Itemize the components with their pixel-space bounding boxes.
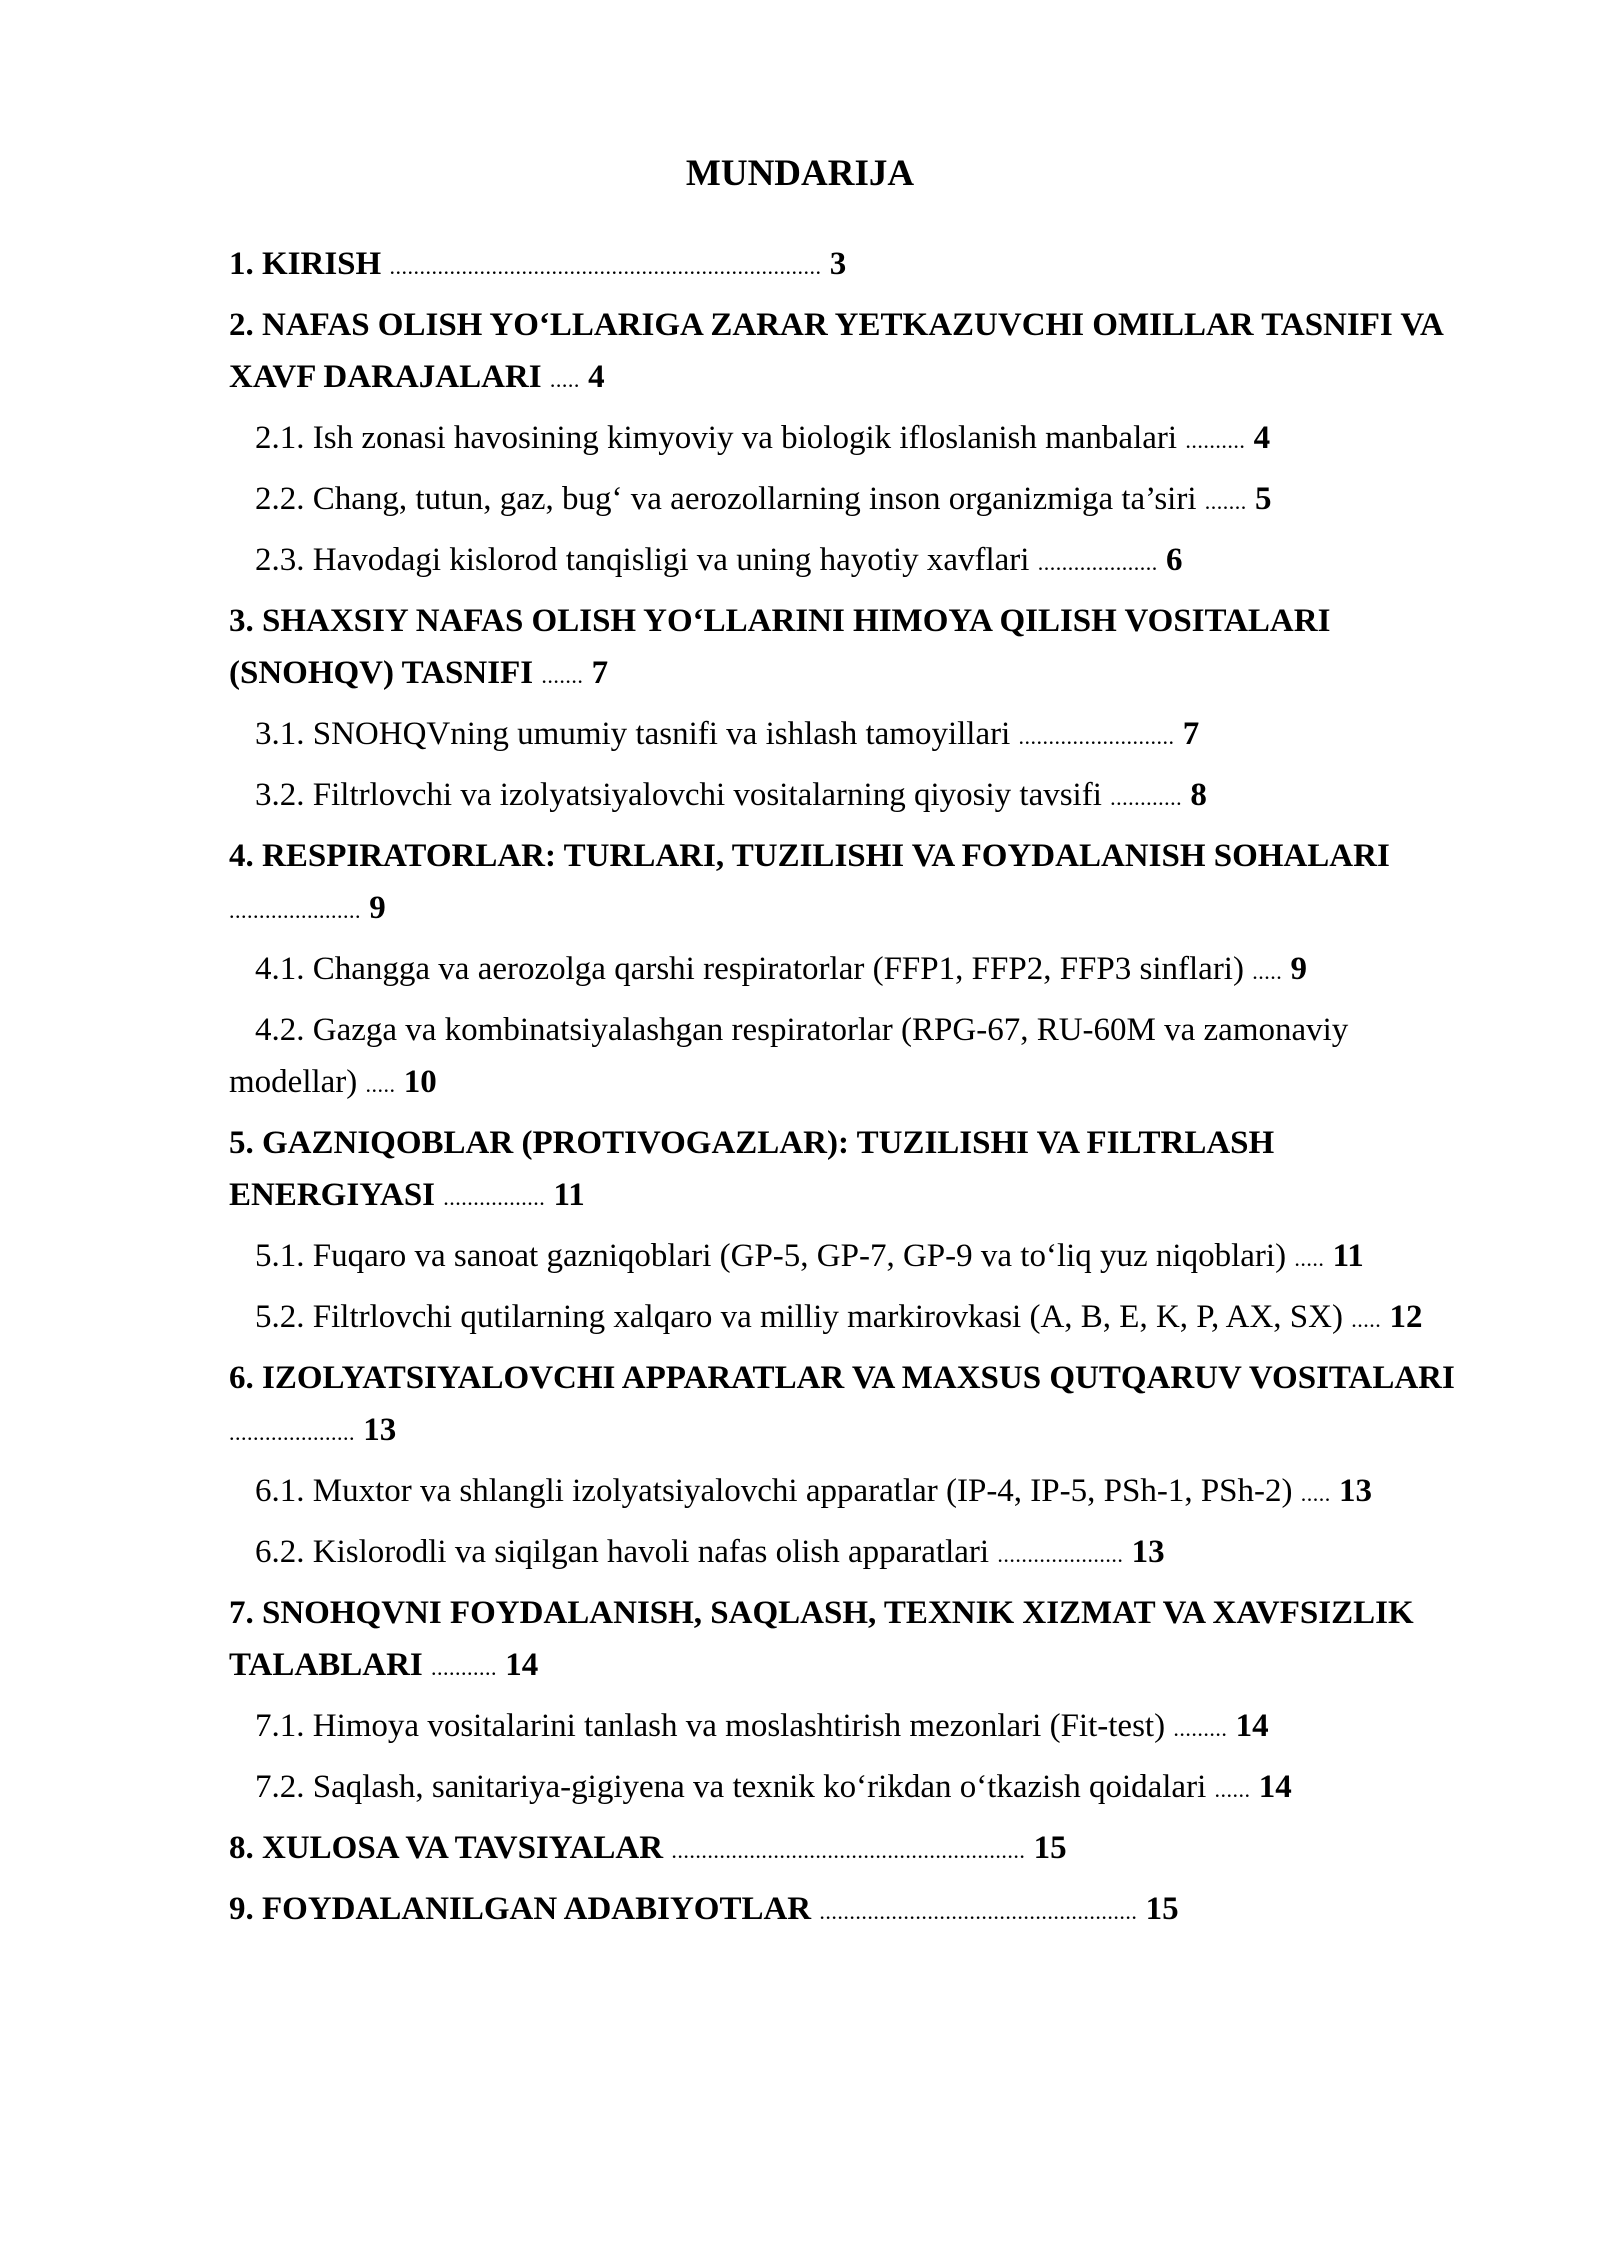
toc-entry-title: 8. XULOSA VA TAVSIYALAR <box>229 1830 664 1866</box>
toc-entry[interactable] <box>229 238 1479 293</box>
toc-entry[interactable] <box>229 1587 1479 1694</box>
toc-entry-title: 1. KIRISH <box>229 246 382 282</box>
toc-leader-dots: ..... <box>549 367 580 392</box>
toc-entry[interactable] <box>229 1526 1479 1581</box>
toc-entry[interactable] <box>229 1465 1479 1520</box>
toc-entry[interactable] <box>229 299 1479 406</box>
toc-entry-title: 4.1. Changga va aerozolga qarshi respiratorlar (FFP1, FFP2, FFP3 sinflari) <box>255 951 1244 987</box>
toc-leader-dots: ...... <box>1214 1777 1251 1802</box>
toc-page-number: 11 <box>553 1177 585 1213</box>
toc-leader-dots: ..... <box>1351 1307 1382 1332</box>
toc-entry-title: 6.2. Kislorodli va siqilgan havoli nafas olish apparatlari <box>255 1534 990 1570</box>
toc-leader-dots: ........... <box>431 1655 498 1680</box>
toc-leader-dots: ....... <box>541 663 584 688</box>
toc-page-number: 13 <box>1339 1473 1373 1509</box>
toc-page-number: 9 <box>1290 951 1307 987</box>
toc-leader-dots: ..... <box>1300 1481 1331 1506</box>
toc-entry[interactable] <box>229 412 1479 467</box>
toc-entry[interactable] <box>229 769 1479 824</box>
toc-entry[interactable] <box>229 1291 1479 1346</box>
toc-entry[interactable] <box>229 1883 1479 1938</box>
toc-page-number: 10 <box>403 1064 437 1100</box>
toc-entry[interactable] <box>229 473 1479 528</box>
toc-entry[interactable] <box>229 1117 1479 1224</box>
toc-page-number: 14 <box>1258 1769 1292 1805</box>
toc-leader-dots: ..................... <box>997 1542 1124 1567</box>
toc-entry[interactable] <box>229 1822 1479 1877</box>
toc-entry-title: 3.1. SNOHQVning umumiy tasnifi va ishlash tamoyillari <box>255 716 1011 752</box>
toc-page-number: 3 <box>829 246 847 282</box>
toc-page-number: 4 <box>1253 420 1271 456</box>
toc-leader-dots: ....... <box>1204 489 1247 514</box>
toc-page-number: 14 <box>505 1647 539 1683</box>
toc-leader-dots: .......................... <box>1018 724 1175 749</box>
toc-page-number: 15 <box>1033 1830 1067 1866</box>
toc-entry-title: 3. SHAXSIY NAFAS OLISH YO‘LLARINI HIMOYA QILISH VOSITALARI (SNOHQV) TASNIFI <box>229 603 1331 691</box>
toc-entry-title: 3.2. Filtrlovchi va izolyatsiyalovchi vositalarning qiyosiy tavsifi <box>255 777 1102 813</box>
toc-leader-dots: ................. <box>443 1185 546 1210</box>
toc-entry[interactable] <box>229 534 1479 589</box>
toc-page-number: 7 <box>591 655 609 691</box>
toc-page-number: 4 <box>588 359 605 395</box>
toc-entry-title: 5.1. Fuqaro va sanoat gazniqoblari (GP-5, GP-7, GP-9 va to‘liq yuz niqoblari) <box>255 1238 1287 1274</box>
toc-leader-dots: ........................................................................ <box>389 254 822 279</box>
toc-leader-dots: ...................... <box>229 898 361 923</box>
toc-entry-title: 2. NAFAS OLISH YO‘LLARIGA ZARAR YETKAZUVCHI OMILLAR TASNIFI VA XAVF DARAJALARI <box>229 307 1442 395</box>
toc-entry-title: 6.1. Muxtor va shlangli izolyatsiyalovchi apparatlar (IP-4, IP-5, PSh-1, PSh-2) <box>255 1473 1293 1509</box>
toc-entry-title: 7.2. Saqlash, sanitariya-gigiyena va texnik ko‘rikdan o‘tkazish qoidalari <box>255 1769 1207 1805</box>
toc-leader-dots: ..................... <box>229 1420 355 1445</box>
toc-leader-dots: ............ <box>1110 785 1183 810</box>
toc-page-number: 13 <box>363 1412 397 1448</box>
toc-page-number: 5 <box>1255 481 1272 517</box>
toc-leader-dots: .......... <box>1185 428 1246 453</box>
toc-entry-title: 4. RESPIRATORLAR: TURLARI, TUZILISHI VA FOYDALANISH SOHALARI <box>229 838 1390 874</box>
toc-leader-dots: .................... <box>1037 550 1158 575</box>
toc-page-number: 14 <box>1235 1708 1269 1744</box>
toc-entry[interactable] <box>229 1352 1479 1459</box>
toc-leader-dots: ..... <box>365 1072 396 1097</box>
toc-entry[interactable] <box>229 1700 1479 1755</box>
toc-entry-title: 2.1. Ish zonasi havosining kimyoviy va biologik ifloslanish manbalari <box>255 420 1178 456</box>
toc-entry-title: 6. IZOLYATSIYALOVCHI APPARATLAR VA MAXSUS QUTQARUV VOSITALARI <box>229 1360 1455 1396</box>
toc-leader-dots: ........................................................... <box>671 1838 1026 1863</box>
toc-entry-title: 7.1. Himoya vositalarini tanlash va moslashtirish mezonlari (Fit-test) <box>255 1708 1166 1744</box>
table-of-contents <box>229 238 1479 1944</box>
toc-page-number: 12 <box>1389 1299 1423 1335</box>
toc-entry[interactable] <box>229 708 1479 763</box>
toc-entry[interactable] <box>229 943 1479 998</box>
toc-entry-title: 5.2. Filtrlovchi qutilarning xalqaro va milliy markirovkasi (A, B, E, K, P, AX, SX) <box>255 1299 1343 1335</box>
toc-page-number: 15 <box>1145 1891 1179 1927</box>
toc-entry-title: 2.2. Chang, tutun, gaz, bug‘ va aerozollarning inson organizmiga ta’siri <box>255 481 1197 517</box>
toc-entry-title: 5. GAZNIQOBLAR (PROTIVOGAZLAR): TUZILISHI VA FILTRLASH ENERGIYASI <box>229 1125 1275 1213</box>
toc-entry-title: 4.2. Gazga va kombinatsiyalashgan respiratorlar (RPG-67, RU-60M va zamonaviy modellar) <box>229 1012 1349 1100</box>
toc-page-number: 13 <box>1131 1534 1165 1570</box>
toc-entry[interactable] <box>229 1230 1479 1285</box>
toc-entry[interactable] <box>229 1004 1479 1111</box>
toc-page-number: 11 <box>1332 1238 1364 1274</box>
toc-leader-dots: ..... <box>1294 1246 1325 1271</box>
toc-leader-dots: ..................................................... <box>819 1899 1138 1924</box>
toc-entry[interactable] <box>229 595 1479 702</box>
toc-entry[interactable] <box>229 830 1479 937</box>
toc-page-number: 8 <box>1190 777 1207 813</box>
toc-entry-title: 2.3. Havodagi kislorod tanqisligi va uning hayotiy xavflari <box>255 542 1030 578</box>
toc-title: MUNDARIJA <box>685 153 915 194</box>
toc-entry-title: 9. FOYDALANILGAN ADABIYOTLAR <box>229 1891 812 1927</box>
toc-page-number: 6 <box>1165 542 1183 578</box>
toc-entry[interactable] <box>229 1761 1479 1816</box>
toc-entry-title: 7. SNOHQVNI FOYDALANISH, SAQLASH, TEXNIK XIZMAT VA XAVFSIZLIK TALABLARI <box>229 1595 1414 1683</box>
toc-page-number: 7 <box>1182 716 1200 752</box>
toc-page-number: 9 <box>369 890 386 926</box>
toc-leader-dots: ......... <box>1173 1716 1228 1741</box>
toc-leader-dots: ..... <box>1252 959 1283 984</box>
